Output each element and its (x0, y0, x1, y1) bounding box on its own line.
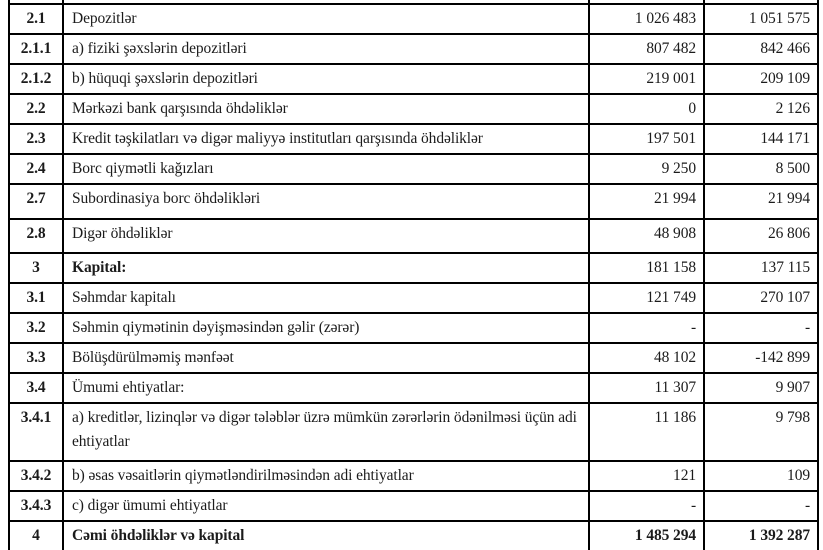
row-value1-cell: 1 485 294 (589, 521, 704, 550)
row-label-cell: Kapital: (63, 253, 589, 283)
row-label-cell: Depozitlər (63, 4, 589, 34)
row-label-cell: Bölüşdürülməmiş mənfəət (63, 343, 589, 373)
table-row (9, 124, 818, 154)
row-number-cell: 2.1.2 (9, 64, 63, 94)
row-value2-cell: 9 798 (704, 403, 818, 461)
table-row (9, 373, 818, 403)
row-value1-cell: 1 026 483 (589, 4, 704, 34)
table-row (9, 219, 818, 253)
row-label-cell: Səhmin qiymətinin dəyişməsindən gəlir (zərər) (63, 313, 589, 343)
row-label-cell: a) fiziki şəxslərin depozitləri (63, 34, 589, 64)
row-number-cell: 2.3 (9, 124, 63, 154)
row-value2-cell: 2 126 (704, 94, 818, 124)
table-row (9, 343, 818, 373)
row-number-cell: 2.4 (9, 154, 63, 184)
row-value2-cell: 109 (704, 461, 818, 491)
row-value2-cell: 144 171 (704, 124, 818, 154)
row-value1-cell: 219 001 (589, 64, 704, 94)
row-value1-cell: 0 (589, 94, 704, 124)
row-value2-cell: 842 466 (704, 34, 818, 64)
row-number-cell: 2.1 (9, 4, 63, 34)
balance-sheet-table (8, 0, 819, 550)
row-number-cell: 3.4 (9, 373, 63, 403)
row-value2-cell: 270 107 (704, 283, 818, 313)
row-label-cell: a) kreditlər, lizinqlər və digər tələblər üzrə mümkün zərərlərin ödənilməsi üçün adi ehtiyatlar (63, 403, 589, 461)
row-value1-cell: 121 (589, 461, 704, 491)
table-row (9, 184, 818, 219)
row-value1-cell: - (589, 313, 704, 343)
table-row (9, 313, 818, 343)
table-body (9, 0, 818, 550)
row-value2-cell: - (704, 313, 818, 343)
row-label-cell: Səhmdar kapitalı (63, 283, 589, 313)
row-value2-cell: 209 109 (704, 64, 818, 94)
table-row (9, 461, 818, 491)
row-number-cell: 2.7 (9, 184, 63, 219)
row-value1-cell: 9 250 (589, 154, 704, 184)
row-label-cell: Digər öhdəliklər (63, 219, 589, 253)
row-label-cell: Cəmi öhdəliklər və kapital (63, 521, 589, 550)
table-row (9, 154, 818, 184)
table-row (9, 253, 818, 283)
row-value1-cell: - (589, 491, 704, 521)
row-number-cell: 3.4.1 (9, 403, 63, 461)
row-number-cell: 3.3 (9, 343, 63, 373)
table-row (9, 94, 818, 124)
row-label-cell: Mərkəzi bank qarşısında öhdəliklər (63, 94, 589, 124)
row-number-cell: 3.1 (9, 283, 63, 313)
row-number-cell: 3 (9, 253, 63, 283)
row-value2-cell: 21 994 (704, 184, 818, 219)
row-value2-cell: 8 500 (704, 154, 818, 184)
row-value2-cell: 26 806 (704, 219, 818, 253)
row-value1-cell: 11 307 (589, 373, 704, 403)
row-number-cell: 4 (9, 521, 63, 550)
row-value1-cell: 21 994 (589, 184, 704, 219)
row-label-cell: Borc qiymətli kağızları (63, 154, 589, 184)
row-label-cell: b) əsas vəsaitlərin qiymətləndirilməsindən adi ehtiyatlar (63, 461, 589, 491)
row-value1-cell: 48 102 (589, 343, 704, 373)
row-number-cell: 2.2 (9, 94, 63, 124)
row-label-cell: b) hüquqi şəxslərin depozitləri (63, 64, 589, 94)
table-row (9, 34, 818, 64)
row-value2-cell: 1 051 575 (704, 4, 818, 34)
table-row (9, 403, 818, 461)
row-value1-cell: 807 482 (589, 34, 704, 64)
row-value1-cell: 48 908 (589, 219, 704, 253)
row-value1-cell: 197 501 (589, 124, 704, 154)
row-value1-cell: 121 749 (589, 283, 704, 313)
row-number-cell: 3.4.2 (9, 461, 63, 491)
row-value2-cell: 137 115 (704, 253, 818, 283)
row-value1-cell: 11 186 (589, 403, 704, 461)
table-row (9, 283, 818, 313)
row-label-cell: Ümumi ehtiyatlar: (63, 373, 589, 403)
row-number-cell: 3.4.3 (9, 491, 63, 521)
row-value1-cell: 181 158 (589, 253, 704, 283)
table-row (9, 4, 818, 34)
row-value2-cell: 1 392 287 (704, 521, 818, 550)
row-label-cell: Subordinasiya borc öhdəlikləri (63, 184, 589, 219)
row-value2-cell: 9 907 (704, 373, 818, 403)
row-label-cell: Kredit təşkilatları və digər maliyyə institutları qarşısında öhdəliklər (63, 124, 589, 154)
row-value2-cell: -142 899 (704, 343, 818, 373)
row-label-cell: c) digər ümumi ehtiyatlar (63, 491, 589, 521)
table-row (9, 521, 818, 550)
row-number-cell: 3.2 (9, 313, 63, 343)
table-row (9, 491, 818, 521)
table-row (9, 64, 818, 94)
row-number-cell: 2.8 (9, 219, 63, 253)
row-number-cell: 2.1.1 (9, 34, 63, 64)
row-value2-cell: - (704, 491, 818, 521)
